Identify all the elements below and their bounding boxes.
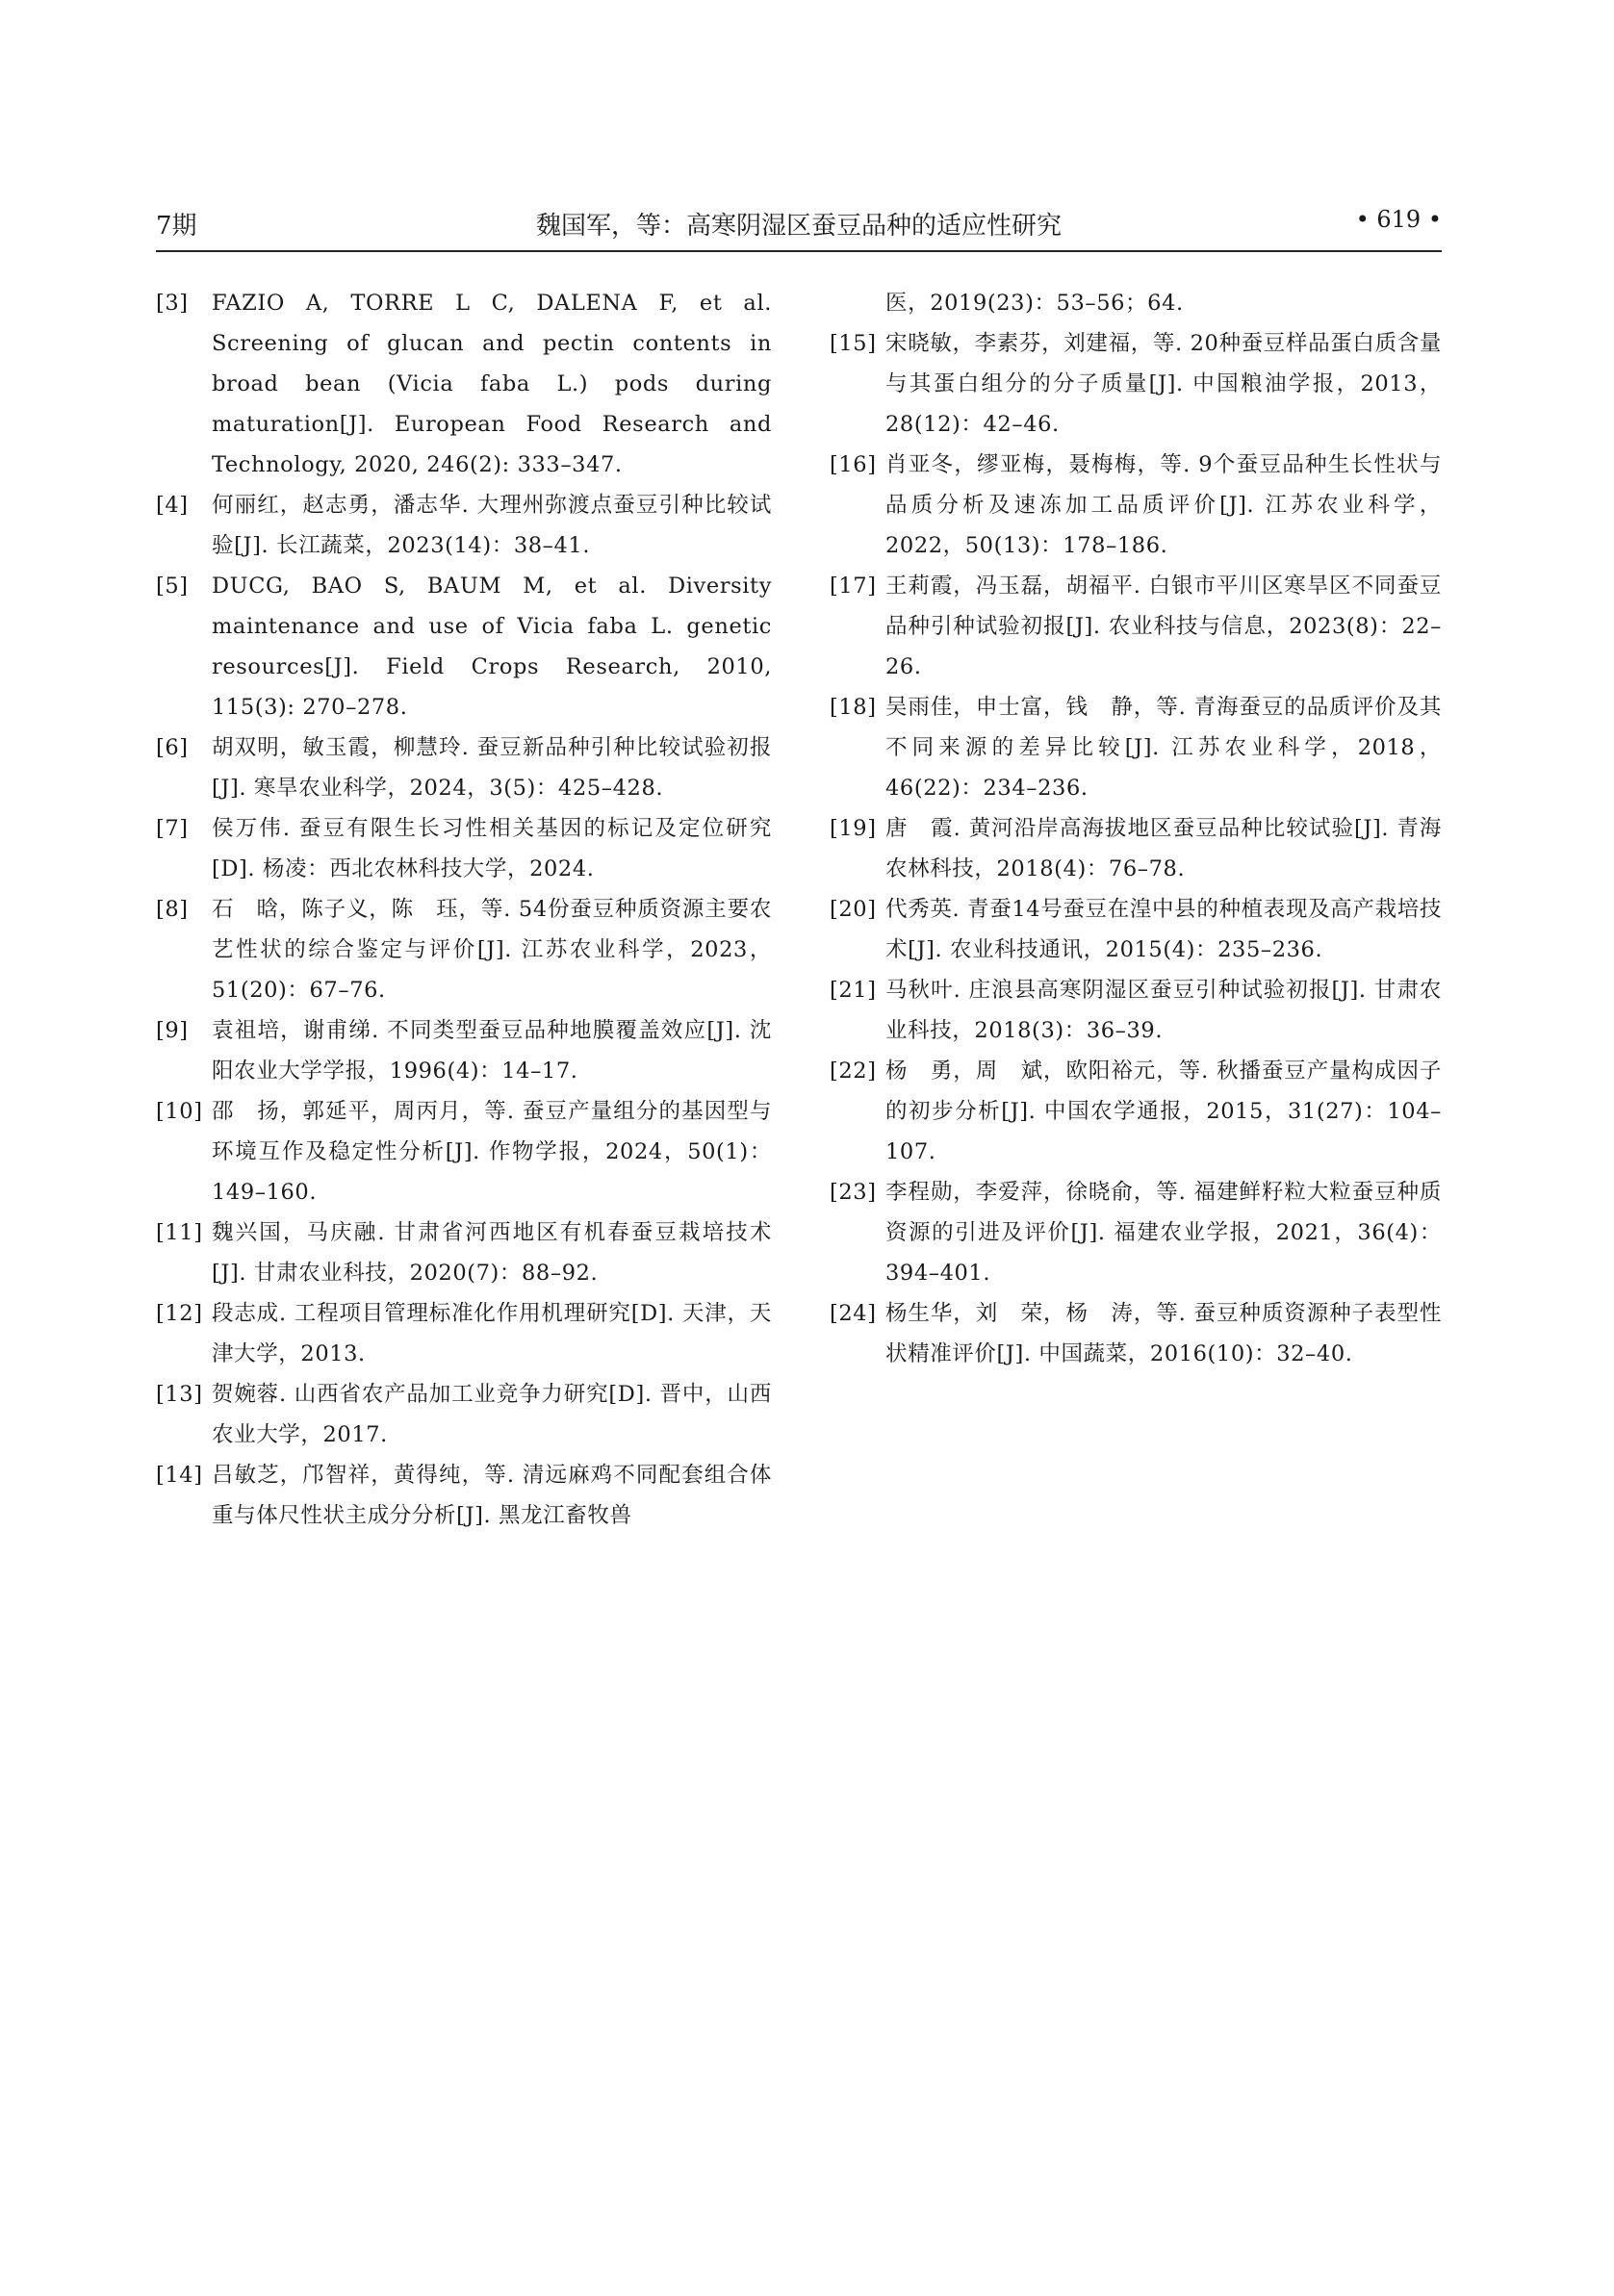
reference-entry <box>156 889 772 1010</box>
reference-number: [13] <box>156 1382 203 1407</box>
reference-text: 宋晓敏，李素芬，刘建福，等. 20种蚕豆样品蛋白质含量与其蛋白组分的分子质量[J]. 中国粮油学报，2013，28(12)：42–46. <box>885 331 1442 437</box>
reference-text: 贺婉蓉. 山西省农产品加工业竞争力研究[D]. 晋中，山西农业大学，2017. <box>212 1382 772 1447</box>
reference-text: 唐 霞. 黄河沿岸高海拔地区蚕豆品种比较试验[J]. 青海农林科技，2018(4)：76–78. <box>885 816 1442 881</box>
reference-number: [19] <box>830 816 877 841</box>
reference-text: 代秀英. 青蚕14号蚕豆在湟中县的种植表现及高产栽培技术[J]. 农业科技通讯，2015(4)：235–236. <box>885 897 1442 962</box>
references-right-column <box>830 283 1442 1374</box>
reference-number: [12] <box>156 1301 203 1326</box>
reference-text: 王莉霞，冯玉磊，胡福平. 白银市平川区寒旱区不同蚕豆品种引种试验初报[J]. 农业科技与信息，2023(8)：22–26. <box>885 574 1442 679</box>
reference-text: 魏兴国，马庆融. 甘肃省河西地区有机春蚕豆栽培技术[J]. 甘肃农业科技，2020(7)：88–92. <box>212 1220 772 1286</box>
reference-entry <box>156 727 772 808</box>
reference-number: [8] <box>156 897 189 922</box>
reference-entry <box>156 1293 772 1374</box>
running-header <box>156 206 1442 252</box>
reference-entry <box>156 1374 772 1455</box>
reference-entry <box>156 1212 772 1293</box>
reference-continuation: 医，2019(23)：53–56；64. <box>885 291 1184 316</box>
reference-number: [4] <box>156 493 189 518</box>
reference-text: 吴雨佳，申士富，钱 静，等. 青海蚕豆的品质评价及其不同来源的差异比较[J]. 江苏农业科学，2018，46(22)：234–236. <box>885 695 1442 801</box>
reference-text: DUCG, BAO S, BAUM M, et al. Diversity maintenance and use of Vicia faba L. genetic resources[J]. Field Crops Research, 2010, 115(3): 270–278. <box>212 574 772 720</box>
reference-entry <box>830 970 1442 1051</box>
issue-number: 7期 <box>156 212 197 241</box>
reference-text: 石 晗，陈子义，陈 珏，等. 54份蚕豆种质资源主要农艺性状的综合鉴定与评价[J]. 江苏农业科学，2023，51(20)：67–76. <box>212 897 772 1003</box>
reference-number: [24] <box>830 1301 877 1326</box>
reference-number: [9] <box>156 1018 189 1043</box>
reference-number: [23] <box>830 1180 877 1205</box>
reference-entry <box>156 1455 772 1536</box>
reference-text: 吕敏芝，邝智祥，黄得纯，等. 清远麻鸡不同配套组合体重与体尺性状主成分分析[J]. 黑龙江畜牧兽 <box>212 1463 772 1528</box>
reference-entry <box>156 808 772 889</box>
reference-number: [11] <box>156 1220 203 1245</box>
running-title: 魏国军，等：高寒阴湿区蚕豆品种的适应性研究 <box>535 212 1062 241</box>
reference-entry <box>830 1172 1442 1293</box>
references-left-column <box>156 283 772 1536</box>
reference-number: [10] <box>156 1099 203 1124</box>
reference-text: 邵 扬，郭延平，周丙月，等. 蚕豆产量组分的基因型与环境互作及稳定性分析[J]. 作物学报，2024，50(1)：149–160. <box>212 1099 772 1205</box>
reference-number: [17] <box>830 574 877 599</box>
reference-text: 何丽红，赵志勇，潘志华. 大理州弥渡点蚕豆引种比较试验[J]. 长江蔬菜，2023(14)：38–41. <box>212 493 772 558</box>
reference-number: [15] <box>830 331 877 356</box>
reference-text: 侯万伟. 蚕豆有限生长习性相关基因的标记及定位研究[D]. 杨凌：西北农林科技大学，2024. <box>212 816 772 881</box>
reference-text: 胡双明，敏玉霞，柳慧玲. 蚕豆新品种引种比较试验初报[J]. 寒旱农业科学，2024，3(5)：425–428. <box>212 735 772 801</box>
page-number: • 619 • <box>1355 206 1442 233</box>
reference-text: 袁祖培，谢甫绨. 不同类型蚕豆品种地膜覆盖效应[J]. 沈阳农业大学学报，1996(4)：14–17. <box>212 1018 772 1084</box>
reference-entry <box>830 889 1442 970</box>
reference-entry <box>830 1293 1442 1374</box>
reference-number: [21] <box>830 978 877 1003</box>
reference-text: 马秋叶. 庄浪县高寒阴湿区蚕豆引种试验初报[J]. 甘肃农业科技，2018(3)：36–39. <box>885 978 1442 1043</box>
reference-entry <box>156 485 772 566</box>
reference-text: 肖亚冬，缪亚梅，聂梅梅，等. 9个蚕豆品种生长性状与品质分析及速冻加工品质评价[J]. 江苏农业科学，2022，50(13)：178–186. <box>885 452 1442 558</box>
reference-entry <box>156 566 772 727</box>
reference-entry <box>830 566 1442 687</box>
reference-number: [22] <box>830 1059 877 1084</box>
reference-number: [5] <box>156 574 189 599</box>
reference-entry <box>830 808 1442 889</box>
reference-number: [16] <box>830 452 877 477</box>
reference-text: 段志成. 工程项目管理标准化作用机理研究[D]. 天津，天津大学，2013. <box>212 1301 772 1366</box>
reference-number: [6] <box>156 735 189 760</box>
reference-entry <box>830 445 1442 566</box>
reference-entry <box>156 1091 772 1212</box>
reference-text: 杨 勇，周 斌，欧阳裕元，等. 秋播蚕豆产量构成因子的初步分析[J]. 中国农学通报，2015，31(27)：104–107. <box>885 1059 1442 1164</box>
reference-number: [18] <box>830 695 877 720</box>
reference-number: [14] <box>156 1463 203 1488</box>
reference-text: 李程勋，李爱萍，徐晓俞，等. 福建鲜籽粒大粒蚕豆种质资源的引进及评价[J]. 福建农业学报，2021，36(4)：394–401. <box>885 1180 1442 1286</box>
reference-entry <box>156 1010 772 1091</box>
reference-text: FAZIO A, TORRE L C, DALENA F, et al. Screening of glucan and pectin contents in broad bean (Vicia faba L.) pods during maturation[J]. European Food Research and Technology, 2020, 246(2): 333–347. <box>212 291 772 477</box>
reference-entry <box>830 323 1442 445</box>
reference-entry <box>156 283 772 485</box>
reference-number: [7] <box>156 816 189 841</box>
reference-number: [20] <box>830 897 877 922</box>
reference-text: 杨生华，刘 荣，杨 涛，等. 蚕豆种质资源种子表型性状精准评价[J]. 中国蔬菜，2016(10)：32–40. <box>885 1301 1442 1366</box>
reference-number: [3] <box>156 291 189 316</box>
reference-entry <box>830 687 1442 808</box>
reference-entry <box>830 1051 1442 1172</box>
